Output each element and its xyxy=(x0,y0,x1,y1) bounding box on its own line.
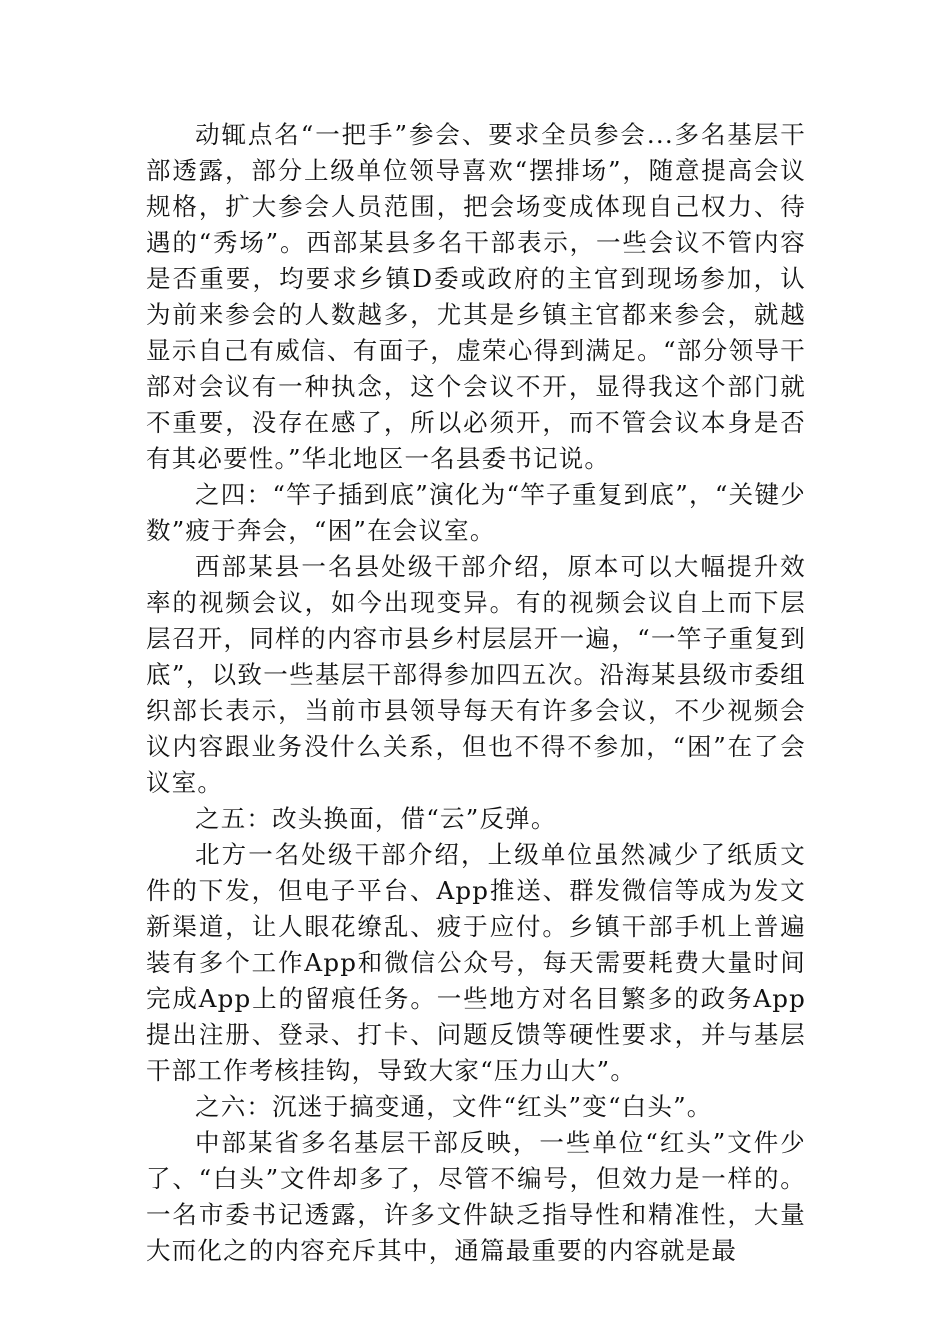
paragraph-white-documents: 中部某省多名基层干部反映，一些单位“红头”文件少了、“白头”文件却多了，尽管不编号，但效力是一样的。一名市委书记透露，许多文件缺乏指导性和精准性，大量大而化之的内容充斥其中，通篇最重要的内容就是最 xyxy=(146,1128,806,1265)
paragraph-apps: 北方一名处级干部介绍，上级单位虽然减少了纸质文件的下发，但电子平台、App推送、群发微信等成为发文新渠道，让人眼花缭乱、疲于应付。乡镇干部手机上普遍装有多个工作App和微信公众号，每天需要耗费大量时间完成App上的留痕任务。一些地方对名目繁多的政务App提出注册、登录、打卡、问题反馈等硬性要求，并与基层干部工作考核挂钩，导致大家“压力山大”。 xyxy=(146,840,806,1085)
heading-point-six: 之六：沉迷于搞变通，文件“红头”变“白头”。 xyxy=(195,1092,713,1121)
paragraph-meeting-formality: 动辄点名“一把手”参会、要求全员参会...多名基层干部透露，部分上级单位领导喜欢“摆排场”，随意提高会议规格，扩大参会人员范围，把会场变成体现自己权力、待遇的“秀场”。西部某县多名干部表示，一些会议不管内容是否重要，均要求乡镇D委或政府的主官到现场参加，认为前来参会的人数越多，尤其是乡镇主官都来参会，就越显示自己有威信、有面子，虚荣心得到满足。“部分领导干部对会议有一种执念，这个会议不开，显得我这个部门就不重要，没存在感了，所以必须开，而不管会议本身是否有其必要性。”华北地区一名县委书记说。 xyxy=(146,120,806,473)
heading-point-four: 之四：“竿子插到底”演化为“竿子重复到底”，“关键少数”疲于奔会，“困”在会议室。 xyxy=(146,480,806,545)
paragraph-video-meetings: 西部某县一名县处级干部介绍，原本可以大幅提升效率的视频会议，如今出现变异。有的视频会议自上而下层层召开，同样的内容市县乡村层层开一遍，“一竿子重复到底”，以致一些基层干部得参加四五次。沿海某县级市委组织部长表示，当前市县领导每天有许多会议，不少视频会议内容跟业务没什么关系，但也不得不参加，“困”在了会议室。 xyxy=(146,552,806,797)
document-body xyxy=(146,117,806,1269)
heading-point-five: 之五：改头换面，借“云”反弹。 xyxy=(195,804,557,833)
